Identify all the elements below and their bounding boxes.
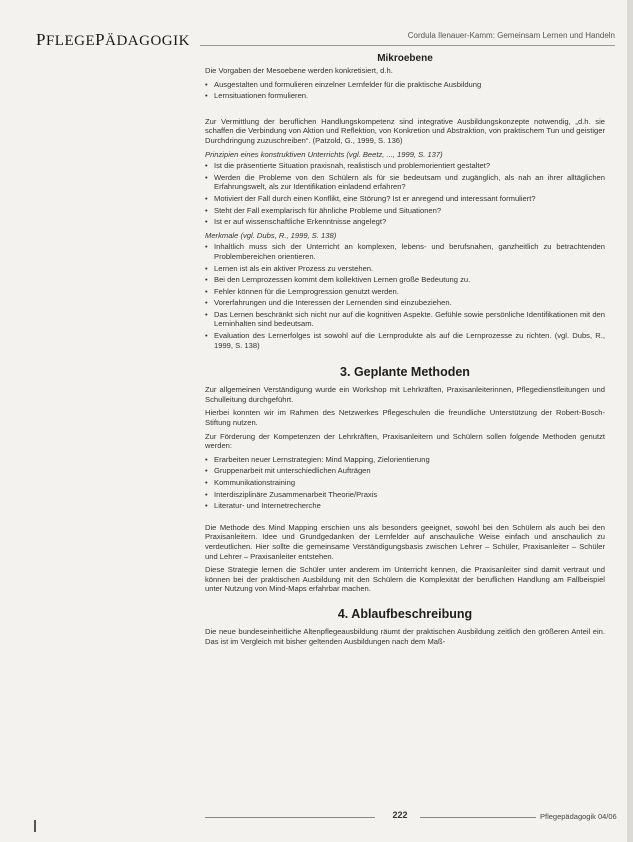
list-item: • Werden die Probleme von den Schülern als für sie bedeutsam und zugänglich, als nah an ihrer alltäglichen Erfahrungswelt, als zur Identifikation einladend erfahren? xyxy=(205,173,605,192)
running-head: Cordula Ilenauer-Kamm: Gemeinsam Lernen und Handeln xyxy=(407,31,615,40)
section-4-paragraph: Die neue bundeseinheitliche Altenpflegeausbildung räumt der praktischen Ausbildung zeitlich den größeren Anteil ein. Das ist im Vergleich mit bisher geltenden Ausbildungen nach dem Maß- xyxy=(205,626,605,646)
list-item: • Bei den Lernprozessen kommt dem kollektiven Lernen große Bedeutung zu. xyxy=(205,275,605,285)
section-3-paragraph: Hierbei konnten wir im Rahmen des Netzwerkes Pflegeschulen die freundliche Unterstützung der Robert-Bosch-Stiftung nutzen. xyxy=(205,408,605,428)
header-rule xyxy=(200,45,615,46)
list-item: • Ist die präsentierte Situation praxisnah, realistisch und problemorientiert gestaltet? xyxy=(205,161,605,171)
section-3-paragraph: Zur Förderung der Kompetenzen der Lehrkräften, Praxisanleitern und Schülern sollen folgende Methoden genutzt werden: xyxy=(205,431,605,451)
list-item: • Erarbeiten neuer Lernstrategien: Mind Mapping, Zielorientierung xyxy=(205,455,605,465)
margin-mark xyxy=(34,820,36,832)
footer-rule xyxy=(420,817,536,818)
page-number: 222 xyxy=(392,810,408,820)
section-4-title: 4. Ablaufbeschreibung xyxy=(337,606,473,621)
list-item: • Evaluation des Lernerfolges ist sowohl auf die Lernprodukte als auf die Lernprozesse zu richten. (vgl. Dubs, R., 1999, S. 138) xyxy=(205,331,605,350)
list-item: • Literatur- und Internetrecherche xyxy=(205,501,605,511)
issue-label: Pflegepädagogik 04/06 xyxy=(540,812,617,821)
page-edge xyxy=(627,0,633,842)
micro-bullet-list xyxy=(205,80,605,101)
methods-list xyxy=(205,455,605,511)
list-item: • Lernsituationen formulieren. xyxy=(205,91,605,101)
prinzipien-heading: Prinzipien eines konstruktiven Unterrichts (vgl. Beetz, ..., 1999, S. 137) xyxy=(205,149,443,159)
list-item: • Lernen ist als ein aktiver Prozess zu verstehen. xyxy=(205,264,605,274)
micro-heading: Mikroebene xyxy=(377,53,433,64)
merkmale-heading: Merkmale (vgl. Dubs, R., 1999, S. 138) xyxy=(205,230,337,240)
list-item: • Kommunikationstraining xyxy=(205,478,605,488)
article-body xyxy=(205,52,605,650)
list-item: • Steht der Fall exemplarisch für ähnliche Probleme und Situationen? xyxy=(205,206,605,216)
prinzipien-list xyxy=(205,161,605,227)
list-item: • Motiviert der Fall durch einen Konflikt, eine Störung? Ist er anregend und interessant formuliert? xyxy=(205,194,605,204)
section-3-paragraph: Zur allgemeinen Verständigung wurde ein Workshop mit Lehrkräften, Praxisanleiterinnen, Pflegedienstleitungen und Schulleitung durchgeführt. xyxy=(205,385,605,404)
list-item: • Fehler können für die Lernprogression genutzt werden. xyxy=(205,287,605,297)
list-item: • Ist er auf wissenschaftliche Erkenntnisse angelegt? xyxy=(205,217,605,227)
list-item: • Ausgestalten und formulieren einzelner Lernfelder für die praktische Ausbildung xyxy=(205,80,605,90)
list-item: • Vorerfahrungen und die Interessen der Lernenden sind einzubeziehen. xyxy=(205,298,605,308)
micro-intro: Die Vorgaben der Mesoebene werden konkretisiert, d.h. xyxy=(205,66,393,75)
list-item: • Gruppenarbeit mit unterschiedlichen Aufträgen xyxy=(205,466,605,476)
quote-paragraph: Zur Vermittlung der beruflichen Handlungskompetenz sind integrative Ausbildungskonzepte notwendig, „d.h. sie schaffen die Verbindung von Aktion und Reflektion, von Konkretion und Abstraktion, von praktischem Tun und geistiger Durchdringung zuzuschreiben“. (Patzold, G., 1999, S. 136) xyxy=(205,116,605,145)
list-item: • Interdisziplinäre Zusammenarbeit Theorie/Praxis xyxy=(205,490,605,500)
list-item: • Das Lernen beschränkt sich nicht nur auf die kognitiven Aspekte. Gefühle sowie persönliche Identifikationen mit den Lerninhalten sind bedeutsam. xyxy=(205,310,605,329)
journal-logo: PFLEGEPÄDAGOGIK xyxy=(36,30,190,49)
section-3-paragraph: Diese Strategie lernen die Schüler unter anderem im Unterricht kennen, die Praxisanleiter sind damit vertraut und können bei der praktischen Ausbildung mit den Schülern die Komplexität der beruflichen Handlung am Fallbeispiel unter Nutzung von Mind-Maps erfahrbar machen. xyxy=(205,565,605,594)
footer-rule xyxy=(205,817,375,818)
section-3-title: 3. Geplante Methoden xyxy=(340,365,470,380)
merkmale-list xyxy=(205,242,605,350)
list-item: • Inhaltlich muss sich der Unterricht an komplexen, lebens- und berufsnahen, ganzheitlich zu betrachtenden Problembereichen orientieren. xyxy=(205,242,605,261)
section-3-paragraph: Die Methode des Mind Mapping erschien uns als besonders geeignet, sowohl bei den Schülern als auch bei den Praxisanleitern. Idee und Grundgedanken der Lernfelder auf anschauliche Weise einfach und anschaulich zu verdeutlichen. Hier sollte die gemeinsame Verständigungsbasis zwischen Lehrer – Schüler, Praxisanleiter – Schüler und Lehrer – Praxisanleiter entstehen. xyxy=(205,522,605,561)
